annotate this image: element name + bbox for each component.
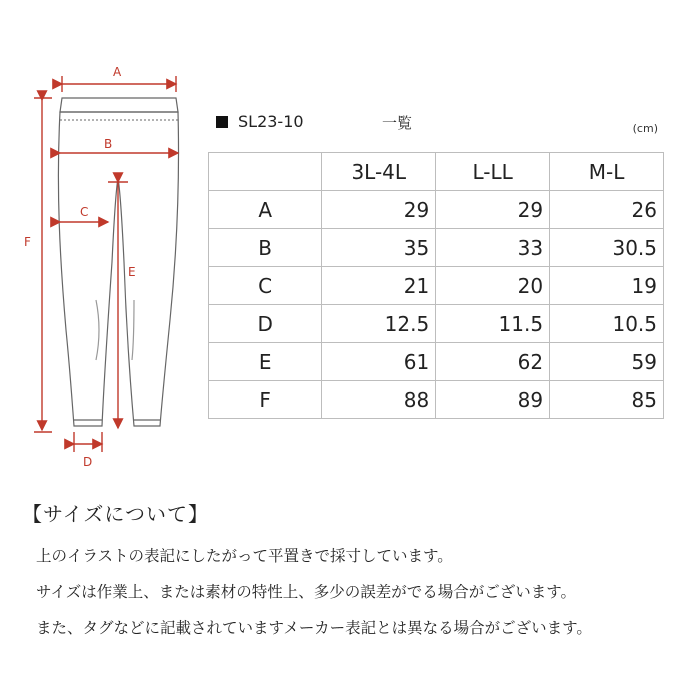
table-cell: 10.5 xyxy=(550,305,664,343)
column-header: M-L xyxy=(550,153,664,191)
note-line: 上のイラストの表記にしたがって平置きで採寸しています。 xyxy=(36,547,453,565)
model-code-text: SL23-10 xyxy=(238,112,304,131)
table-cell: 29 xyxy=(436,191,550,229)
row-label: E xyxy=(209,343,322,381)
table-corner-cell xyxy=(209,153,322,191)
table-row xyxy=(209,267,664,305)
table-header xyxy=(216,112,666,142)
measure-f xyxy=(34,98,52,432)
table-cell: 33 xyxy=(436,229,550,267)
table-cell: 12.5 xyxy=(322,305,436,343)
table-header-row xyxy=(209,153,664,191)
note-line: また、タグなどに記載されていますメーカー表記とは異なる場合がございます。 xyxy=(36,619,592,637)
label-c: C xyxy=(80,205,89,219)
row-label: C xyxy=(209,267,322,305)
table-cell: 30.5 xyxy=(550,229,664,267)
row-label: D xyxy=(209,305,322,343)
label-a: A xyxy=(113,65,122,79)
table-cell: 21 xyxy=(322,267,436,305)
table-row xyxy=(209,191,664,229)
label-f: F xyxy=(24,235,31,249)
table-cell: 89 xyxy=(436,381,550,419)
row-label: B xyxy=(209,229,322,267)
table-row xyxy=(209,381,664,419)
table-cell: 85 xyxy=(550,381,664,419)
column-header: L-LL xyxy=(436,153,550,191)
row-label: A xyxy=(209,191,322,229)
table-cell: 11.5 xyxy=(436,305,550,343)
note-line: サイズは作業上、または素材の特性上、多少の誤差がでる場合がございます。 xyxy=(36,583,577,601)
table-cell: 26 xyxy=(550,191,664,229)
table-cell: 59 xyxy=(550,343,664,381)
list-title: 一覧 xyxy=(382,114,413,132)
unit-label: (cm) xyxy=(632,122,658,135)
table-cell: 62 xyxy=(436,343,550,381)
size-notes xyxy=(36,544,696,652)
table-cell: 20 xyxy=(436,267,550,305)
table-cell: 35 xyxy=(322,229,436,267)
label-b: B xyxy=(104,137,113,151)
table-row xyxy=(209,305,664,343)
square-bullet-icon xyxy=(216,116,228,128)
measure-e xyxy=(108,182,128,428)
leggings-size-diagram xyxy=(0,0,210,480)
about-sizes-heading: 【サイズについて】 xyxy=(22,502,209,526)
table-cell: 88 xyxy=(322,381,436,419)
table-cell: 61 xyxy=(322,343,436,381)
table-cell: 19 xyxy=(550,267,664,305)
model-code xyxy=(216,112,304,131)
table-row xyxy=(209,229,664,267)
table-cell: 29 xyxy=(322,191,436,229)
table-row xyxy=(209,343,664,381)
column-header: 3L-4L xyxy=(322,153,436,191)
label-e: E xyxy=(128,265,136,279)
row-label: F xyxy=(209,381,322,419)
size-table xyxy=(208,152,664,419)
label-d: D xyxy=(83,455,93,469)
measure-d xyxy=(74,432,102,452)
